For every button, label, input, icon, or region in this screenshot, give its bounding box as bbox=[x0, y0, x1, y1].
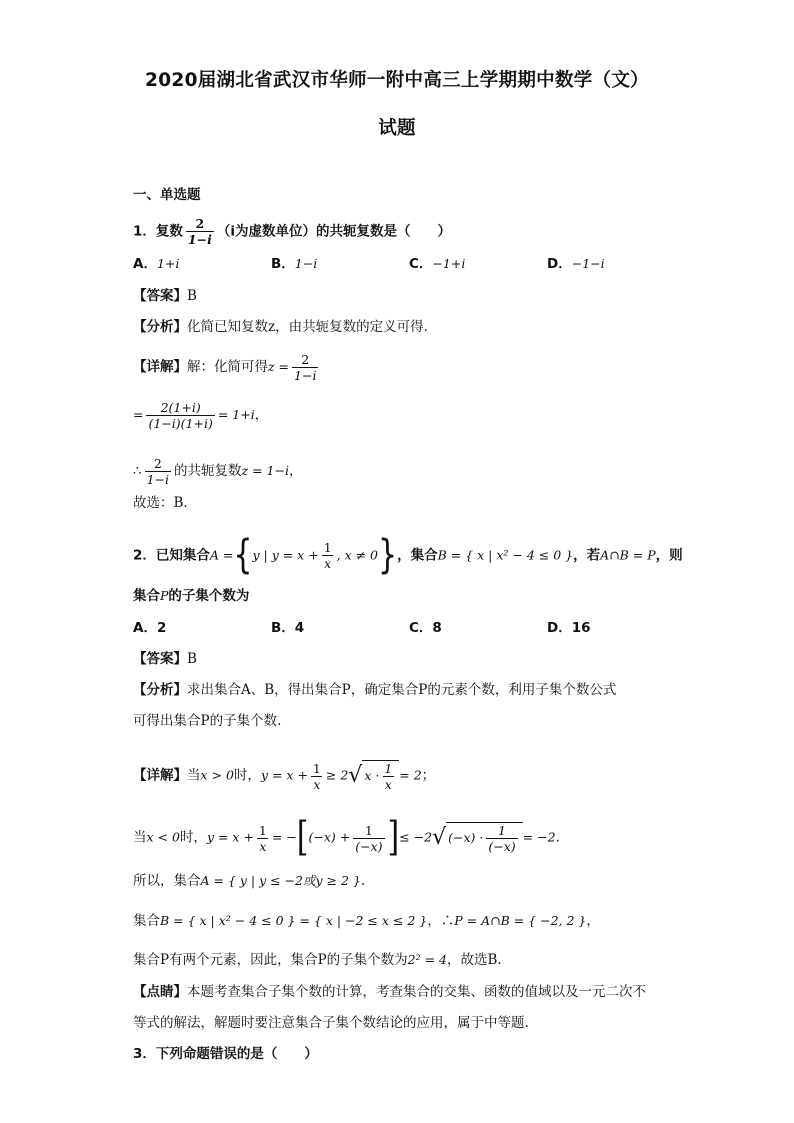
q1-option-c-label: C． bbox=[409, 256, 433, 272]
q2-set-a-fraction: $\frac{1}{x}$ bbox=[323, 540, 332, 571]
q2-detail2-cond: x < 0 bbox=[146, 829, 180, 845]
q3-stem bbox=[133, 1045, 754, 1063]
q2-detail-line4 bbox=[133, 912, 754, 930]
q1-analysis-text: 化简已知复数z，由共轭复数的定义可得． bbox=[187, 319, 438, 335]
q1-detail3-tail: ， bbox=[288, 463, 303, 479]
q2-option-d-label: D． bbox=[547, 620, 572, 636]
q2-option-c-label: C． bbox=[409, 620, 433, 636]
q2-detail5-math: 2² = 4 bbox=[407, 952, 448, 967]
q2-detail-line3 bbox=[133, 872, 754, 890]
q2-detail4-math-b: P = A∩B = { −2, 2 } bbox=[454, 913, 587, 928]
q1-detail3-fraction bbox=[145, 456, 171, 487]
q1-option-d-value: −1−i bbox=[571, 256, 605, 271]
q2-stem-c: ，若 bbox=[573, 547, 601, 564]
sqrt-icon: √ bbox=[432, 825, 447, 850]
q2-detail1-tail: ； bbox=[421, 767, 436, 784]
q1-number: 1． bbox=[133, 223, 156, 240]
q2-comment-line2: 等式的解法，解题时要注意集合子集个数结论的应用，属于中等题. bbox=[133, 1015, 529, 1031]
q1-detail2-num: 2(1+i) bbox=[160, 400, 201, 415]
q1-detail2-fraction bbox=[146, 400, 214, 431]
q2-set-b: B = { x | x² − 4 ≤ 0 } bbox=[437, 547, 574, 563]
q1-detail-text: 解：化简可得 bbox=[187, 359, 268, 375]
q1-detail3-num: 2 bbox=[153, 456, 162, 471]
q1-answer-value: B bbox=[187, 288, 197, 304]
q2-detail-tag: 【详解】 bbox=[133, 767, 187, 784]
q2-detail2-tail: . bbox=[555, 829, 560, 846]
q1-detail2-den: (1−i)(1+i) bbox=[148, 416, 213, 431]
q2-detail1-sqrt: x · $\frac{1}{x}$ bbox=[362, 760, 399, 792]
q1-option-c bbox=[409, 255, 465, 273]
q1-analysis-tag: 【分析】 bbox=[133, 319, 187, 335]
q2-option-d-value: 16 bbox=[571, 620, 591, 636]
q2-stem-d: ，则 bbox=[655, 547, 683, 564]
q2-stem-b: ，集合 bbox=[397, 547, 438, 564]
q2-detail2-a: 当 bbox=[133, 829, 147, 846]
doc-title-line2: 试题 bbox=[378, 118, 416, 139]
q1-option-a-value: 1+i bbox=[156, 256, 180, 271]
q2-stem-line2-b: 的子集个数为 bbox=[168, 588, 250, 604]
q2-stem-line2-p: P bbox=[160, 588, 169, 603]
q2-analysis-tag: 【分析】 bbox=[133, 682, 187, 698]
q2-detail1-sqrt-text: x · bbox=[364, 768, 380, 783]
q2-option-a-label: A． bbox=[133, 620, 157, 636]
q2-stem-line1 bbox=[133, 531, 754, 579]
q1-detail-line1 bbox=[133, 352, 754, 383]
q2-analysis-line1 bbox=[133, 681, 754, 699]
q1-detail-frac-den: 1−i bbox=[294, 368, 317, 383]
q1-detail-line2: = $\frac{2(1+i)}{(1-i)(1+i)}$ = 1+i， bbox=[133, 400, 269, 431]
q2-analysis-text1: 求出集合A、B，得出集合P，确定集合P的元素个数，利用子集个数公式 bbox=[187, 682, 617, 698]
q2-left-brace: { bbox=[233, 531, 253, 579]
q1-answer bbox=[133, 287, 754, 305]
q2-option-b-value: 4 bbox=[294, 620, 305, 636]
q1-fraction bbox=[186, 216, 214, 247]
q2-detail3-math: A = { y | y ≤ −2或y ≥ 2 } bbox=[200, 873, 361, 888]
q2-detail3-a: 所以，集合 bbox=[133, 873, 201, 889]
q3-stem-text: 下列命题错误的是（ ） bbox=[155, 1046, 318, 1062]
q2-right-bracket: ] bbox=[387, 813, 400, 861]
q1-detail2-tail: ， bbox=[254, 407, 269, 423]
q2-detail2-math-b: = − bbox=[271, 829, 297, 845]
q2-detail4-a: 集合 bbox=[133, 913, 160, 929]
q2-answer-tag: 【答案】 bbox=[133, 651, 187, 667]
q1-conclusion: 故选：B． bbox=[133, 495, 197, 511]
q2-number: 2． bbox=[133, 547, 156, 564]
q1-detail-line3 bbox=[133, 456, 754, 487]
q2-set-a-label: A = bbox=[209, 547, 234, 563]
q2-right-brace: } bbox=[378, 531, 398, 579]
q2-detail5-a: 集合P有两个元素，因此，集合P的子集个数为 bbox=[133, 952, 408, 968]
q2-set-a-inner1: y | y = x + bbox=[252, 547, 319, 563]
q2-detail1-frac: $\frac{1}{x}$ bbox=[312, 760, 321, 792]
q2-answer-value: B bbox=[187, 651, 197, 667]
q2-option-b-label: B． bbox=[271, 620, 295, 636]
q3-number: 3． bbox=[133, 1046, 156, 1062]
q2-stem-line2-a: 集合 bbox=[133, 588, 160, 604]
q1-detail-fraction bbox=[292, 352, 318, 383]
q2-detail1-cond: x > 0 bbox=[200, 767, 234, 783]
q2-detail1-math-b: ≥ 2 bbox=[325, 767, 349, 783]
q2-left-bracket: [ bbox=[296, 813, 309, 861]
q2-detail1-b: 时， bbox=[233, 767, 261, 784]
q1-option-b-value: 1−i bbox=[294, 256, 318, 271]
q2-detail-line2: 当x < 0时，y = x + $\frac{1}{x}$ = −[(−x) + $\frac{1}{(-x)}$ ]≤ −2√ (−x) · $\frac{1}{(-x)}$ = −2. bbox=[133, 813, 560, 861]
q2-detail4-mid: ，∴ bbox=[427, 913, 455, 929]
q1-detail2-rest: = 1+i bbox=[217, 407, 255, 422]
q2-detail2-math-a: y = x + bbox=[206, 829, 254, 845]
q2-detail2-frac-den: (−x) bbox=[355, 838, 383, 854]
q1-option-d bbox=[547, 255, 605, 273]
section-heading: 一、单选题 bbox=[133, 187, 201, 203]
q1-stem bbox=[133, 216, 754, 247]
q2-detail-line5 bbox=[133, 951, 754, 969]
q2-answer bbox=[133, 650, 754, 668]
q2-stem-a: 已知集合 bbox=[155, 547, 210, 564]
q2-option-d bbox=[547, 619, 591, 637]
q2-comment-line1 bbox=[133, 983, 754, 1001]
q1-option-c-value: −1+i bbox=[432, 256, 466, 271]
q1-option-b bbox=[271, 255, 317, 273]
q2-detail2-math-e: = −2 bbox=[522, 829, 556, 845]
q1-stem-prefix: 复数 bbox=[155, 223, 183, 240]
q2-detail-line1 bbox=[133, 760, 754, 792]
q2-set-a-inner2: , x ≠ 0 bbox=[336, 547, 379, 563]
q2-option-a-value: 2 bbox=[156, 620, 167, 636]
q1-analysis bbox=[133, 318, 754, 336]
q2-detail2-math-c: (−x) + bbox=[308, 829, 351, 845]
q2-detail5-b: ，故选B. bbox=[447, 952, 502, 968]
q2-cond: A∩B = P bbox=[600, 547, 656, 563]
q1-option-a-label: A． bbox=[133, 256, 157, 272]
doc-title-line1: 2020届湖北省武汉市华师一附中高三上学期期中数学（文） bbox=[145, 70, 649, 91]
q1-detail3-math: z = 1−i bbox=[241, 463, 289, 478]
q2-comment-text1: 本题考查集合子集个数的计算，考查集合的交集、函数的值域以及一元二次不 bbox=[187, 984, 646, 1000]
q2-detail1-a: 当 bbox=[187, 767, 201, 784]
q2-option-c bbox=[409, 619, 442, 637]
q2-detail1-math-c: = 2 bbox=[399, 767, 422, 783]
q2-option-c-value: 8 bbox=[432, 620, 442, 636]
q1-option-d-label: D． bbox=[547, 256, 572, 272]
q2-detail1-math-a: y = x + bbox=[260, 767, 308, 783]
q2-stem-line2 bbox=[133, 587, 754, 605]
q2-detail2-sqrt-text: (−x) · bbox=[448, 830, 484, 845]
q2-detail4-math-a: B = { x | x² − 4 ≤ 0 } = { x | −2 ≤ x ≤ 2 } bbox=[160, 913, 428, 928]
q1-answer-tag: 【答案】 bbox=[133, 288, 187, 304]
q2-option-b bbox=[271, 619, 304, 637]
q2-detail2-b: 时， bbox=[179, 829, 207, 846]
q2-detail4-tail: ， bbox=[586, 913, 600, 929]
q1-stem-suffix: （i为虚数单位）的共轭复数是（ ） bbox=[216, 223, 451, 240]
q1-detail3-mid: 的共轭复数 bbox=[174, 463, 242, 479]
q1-frac-den: 1−i bbox=[187, 232, 212, 247]
q1-detail-z: z = bbox=[268, 359, 290, 374]
q1-detail-tag: 【详解】 bbox=[133, 359, 187, 375]
q1-frac-num: 2 bbox=[195, 216, 205, 231]
q2-detail2-sqrt: (−x) · $\frac{1}{(-x)}$ bbox=[446, 822, 523, 854]
q1-detail3-therefore: ∴ bbox=[133, 463, 142, 479]
q1-option-a bbox=[133, 255, 179, 273]
q2-option-a bbox=[133, 619, 166, 637]
q2-analysis-line2: 可得出集合P的子集个数. bbox=[133, 713, 282, 729]
q2-detail2-math-d: ≤ −2 bbox=[399, 829, 433, 845]
q1-detail-frac-num: 2 bbox=[301, 352, 310, 367]
q1-option-b-label: B． bbox=[271, 256, 295, 272]
q1-detail3-den: 1−i bbox=[146, 472, 170, 487]
q2-detail3-tail: . bbox=[360, 873, 366, 889]
q2-comment-tag: 【点睛】 bbox=[133, 984, 187, 1000]
sqrt-icon: √ bbox=[348, 763, 363, 788]
